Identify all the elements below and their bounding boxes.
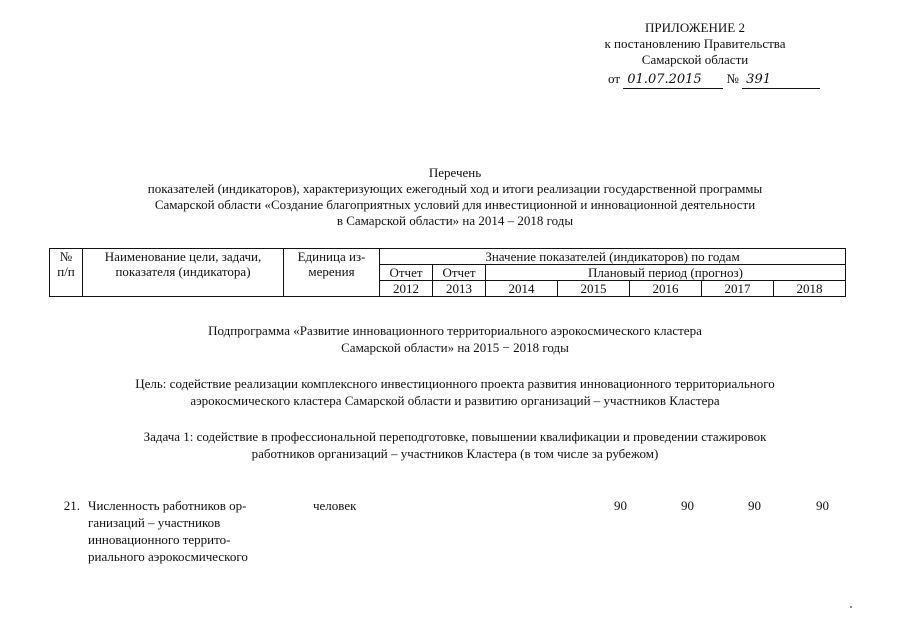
- task-line-1: Задача 1: содействие в профессиональной переподготовке, повышении квалификации и проведении стажировок: [143, 429, 767, 444]
- appendix-title: ПРИЛОЖЕНИЕ 2: [645, 20, 745, 35]
- header-num-label: №: [59, 249, 73, 264]
- row-name-line: Численность работников ор-: [88, 498, 247, 513]
- row-value-2018: 90: [816, 498, 829, 513]
- header-name-label-2: показателя (индикатора): [115, 264, 251, 279]
- row-name-line: риального аэрокосмического: [88, 549, 248, 564]
- date-prefix: от: [608, 71, 621, 86]
- header-year: 2013: [433, 281, 486, 297]
- header-num-sublabel: п/п: [57, 264, 75, 279]
- row-indicator-name: [88, 497, 288, 565]
- title-line-3: Самарской области «Создание благоприятных условий для инвестиционной и инновационной деятельности: [154, 197, 756, 212]
- scan-speck: [850, 606, 852, 608]
- header-year: 2017: [702, 281, 774, 297]
- header-year: 2014: [486, 281, 558, 297]
- row-value-2016: 90: [681, 498, 694, 513]
- goal-statement: [40, 375, 870, 409]
- appendix-region: Самарской области: [641, 52, 749, 67]
- header-unit-label-1: Единица из-: [297, 249, 366, 264]
- row-unit: человек: [313, 498, 357, 513]
- subprogram-line-1: Подпрограмма «Развитие инновационного территориального аэрокосмического кластера: [208, 323, 702, 338]
- number-prefix: №: [726, 71, 739, 86]
- goal-line-1: Цель: содействие реализации комплексного инвестиционного проекта развития инновационного территориального: [135, 376, 775, 391]
- header-year: 2018: [774, 281, 846, 297]
- title-line-4: в Самарской области» на 2014 – 2018 годы: [336, 213, 574, 228]
- handwritten-number: 391: [742, 72, 820, 89]
- header-year: 2015: [558, 281, 630, 297]
- header-report-2013: Отчет: [433, 265, 486, 281]
- header-year: 2016: [630, 281, 702, 297]
- title-line-1: Перечень: [428, 165, 482, 180]
- header-num-cell: [50, 249, 83, 297]
- row-value-2015: 90: [614, 498, 627, 513]
- appendix-resolution: к постановлению Правительства: [604, 36, 786, 51]
- title-line-2: показателей (индикаторов), характеризующих ежегодный ход и итоги реализации государственной программы: [147, 181, 763, 196]
- task-statement: [40, 428, 870, 462]
- row-value-2017: 90: [748, 498, 761, 513]
- header-name-cell: [83, 249, 284, 297]
- header-planned-period: Плановый период (прогноз): [486, 265, 846, 281]
- row-name-line: ганизаций – участников: [88, 515, 221, 530]
- indicators-table-header: [49, 248, 846, 297]
- task-line-2: работников организаций – участников Кластера (в том числе за рубежом): [251, 446, 659, 461]
- header-values-title: Значение показателей (индикаторов) по годам: [380, 249, 846, 265]
- handwritten-date: 01.07.2015: [623, 72, 723, 89]
- header-year: 2012: [380, 281, 433, 297]
- appendix-date-line: [608, 71, 838, 89]
- header-name-label-1: Наименование цели, задачи,: [104, 249, 262, 264]
- row-name-line: инновационного террито-: [88, 532, 231, 547]
- document-title: [60, 165, 850, 229]
- header-unit-cell: [284, 249, 380, 297]
- row-number: 21.: [63, 498, 80, 513]
- header-unit-label-2: мерения: [308, 264, 355, 279]
- subprogram-heading: [60, 322, 850, 356]
- subprogram-line-2: Самарской области» на 2015 − 2018 годы: [341, 340, 569, 355]
- appendix-header: [560, 20, 830, 68]
- header-report-2012: Отчет: [380, 265, 433, 281]
- goal-line-2: аэрокосмического кластера Самарской области и развитию организаций – участников Кластера: [190, 393, 720, 408]
